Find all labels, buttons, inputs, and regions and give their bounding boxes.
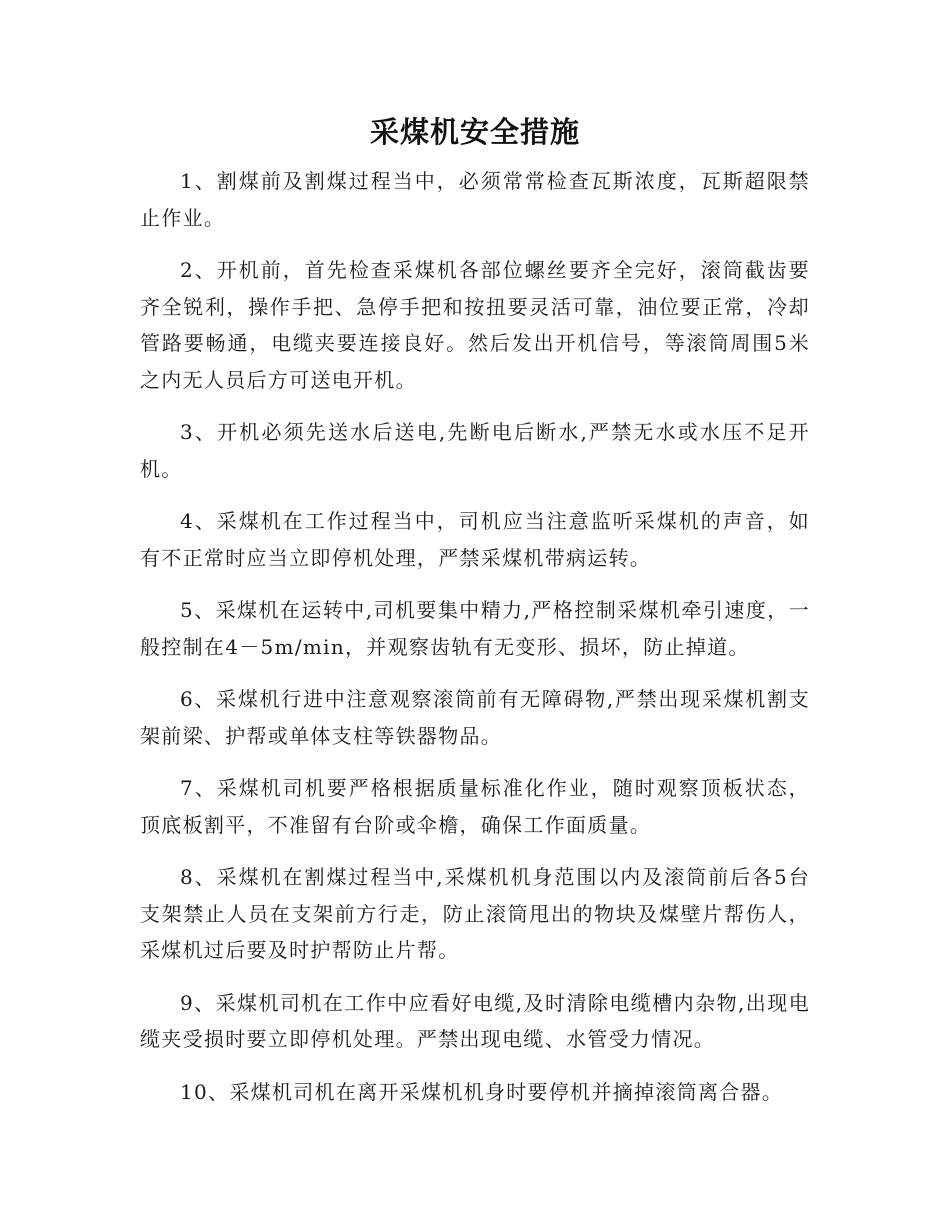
document-title: 采煤机安全措施: [369, 115, 580, 149]
paragraph-10: 10、采煤机司机在离开采煤机机身时要停机并摘掉滚筒离合器。: [180, 1079, 784, 1104]
document-body: [140, 163, 810, 1126]
paragraph-3: 3、开机必须先送水后送电,先断电后断水,严禁无水或水压不足开机。: [140, 420, 810, 481]
paragraph-5: 5、采煤机在运转中,司机要集中精力,严格控制采煤机牵引速度，一般控制在4－5m/min，并观察齿轨有无变形、损坏，防止掉道。: [140, 598, 810, 659]
paragraph-7: 7、采煤机司机要严格根据质量标准化作业，随时观察顶板状态，顶底板割平，不准留有台阶或伞檐，确保工作面质量。: [140, 776, 810, 837]
paragraph-8: 8、采煤机在割煤过程当中,采煤机机身范围以内及滚筒前后各5台支架禁止人员在支架前方行走，防止滚筒甩出的物块及煤壁片帮伤人，采煤机过后要及时护帮防止片帮。: [140, 865, 810, 962]
paragraph-1: 1、割煤前及割煤过程当中，必须常常检查瓦斯浓度，瓦斯超限禁止作业。: [140, 169, 810, 230]
paragraph-9: 9、采煤机司机在工作中应看好电缆,及时清除电缆槽内杂物,出现电缆夹受损时要立即停机处理。严禁出现电缆、水管受力情况。: [140, 990, 810, 1051]
paragraph-6: 6、采煤机行进中注意观察滚筒前有无障碍物,严禁出现采煤机割支架前梁、护帮或单体支柱等铁器物品。: [140, 687, 810, 748]
paragraph-4: 4、采煤机在工作过程当中，司机应当注意监听采煤机的声音，如有不正常时应当立即停机处理，严禁采煤机带病运转。: [140, 509, 810, 570]
paragraph-2: 2、开机前，首先检查采煤机各部位螺丝要齐全完好，滚筒截齿要齐全锐利，操作手把、急停手把和按扭要灵活可靠，油位要正常，冷却管路要畅通，电缆夹要连接良好。然后发出开机信号，等滚筒周围5米之内无人员后方可送电开机。: [140, 258, 810, 392]
